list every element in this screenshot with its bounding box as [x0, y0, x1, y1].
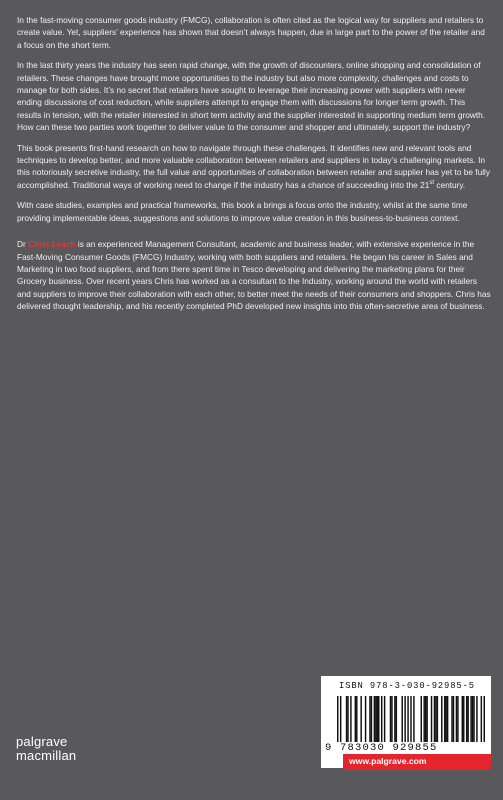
barcode-bar [369, 696, 370, 742]
barcode-bar [390, 696, 391, 742]
barcode-bar [347, 696, 348, 742]
barcode-bar [413, 696, 414, 742]
barcode-bar [453, 696, 454, 742]
barcode [337, 696, 485, 742]
barcode-bar [346, 696, 347, 742]
barcode-bar [375, 696, 376, 742]
barcode-bar [467, 696, 468, 742]
barcode-bar [356, 696, 357, 742]
barcode-bar [404, 696, 405, 742]
paragraph-3 [17, 142, 491, 192]
barcode-bar [434, 696, 435, 742]
website-bar [343, 754, 491, 770]
paragraph-3-text: This book presents first-hand research on how to navigate through these challenges. It identifies new and relevant tools and techniques to develop better, and more valuable collaboration between retailers and suppliers in today’s challenging markets. In this notoriously secretive industry, the full value and opportunities of collaboration between retailer and supplier has yet to be fully accomplished. Traditional ways of working need to change if the industry has a chance of succeeding into the 21 [17, 142, 491, 190]
barcode-bar [355, 696, 356, 742]
author-name: Chris Leach [28, 239, 76, 250]
barcode-bar [431, 696, 432, 742]
barcode-bar [378, 696, 379, 742]
barcode-bar [423, 696, 424, 742]
cover-text [17, 14, 491, 321]
barcode-bar [394, 696, 395, 742]
paragraph-2: In the last thirty years the industry has seen rapid change, with the growth of discounters, online shopping and consolidation of retailers. These changes have brought more opportunities to the industry but also more complexity, challenges and costs to manage for both sides. It’s no secret that retailers have sought to leverage their increasing power with suppliers with never ending discussions of cost reduction, while suppliers attempt to engage them with discussions for longer term growth. This results in tension, with the retailer interested in short term activity and the supplier interested in supporting medium term growth. How can these two parties work together to deliver value to the consumer and shopper and ultimately, support the industry? [17, 60, 486, 133]
barcode-bar [410, 696, 411, 742]
barcode-bar [426, 696, 427, 742]
barcode-bar [445, 696, 446, 742]
barcode-bar [451, 696, 452, 742]
barcode-bar [396, 696, 397, 742]
barcode-bar [340, 696, 341, 742]
barcode-bar [484, 696, 485, 742]
barcode-bar [371, 696, 372, 742]
bio-text: is an experienced Management Consultant, academic and business leader, with extensive experience in the Fast-Moving Consumer Goods (FMCG) Industry, working with both suppliers and retailers. He began his career in Sales and Marketing in two food suppliers, and from there spent time in Tesco developing and delivering the marketing plans for their Grocery business. Over recent years Chris has worked as a consultant to the Industry, working around the world with retailers and suppliers to improve their collaboration with each other, to better meet the needs of their consumers and shoppers. Chris has delivered thought leadership, and his recently completed PhD developed new insights into this often-secretive area of business. [17, 239, 491, 312]
barcode-bar [401, 696, 402, 742]
barcode-bar [381, 696, 382, 742]
barcode-bar [350, 696, 351, 742]
barcode-bar [377, 696, 378, 742]
barcode-bar [407, 696, 408, 742]
barcode-bar [441, 696, 442, 742]
barcode-bar [472, 696, 473, 742]
barcode-digits: 9 783030 929855 [325, 742, 438, 754]
paragraph-3-end: century. [434, 179, 466, 190]
isbn-label: ISBN 978-3-030-92985-5 [339, 681, 475, 691]
paragraph-4: With case studies, examples and practical frameworks, this book a brings a focus onto the industry, whilst at the same time providing implementable ideas, suggestions and solutions to improve value creation in this business-to-business context. [17, 200, 468, 223]
barcode-bar [374, 696, 375, 742]
ordinal-suffix: st [429, 180, 435, 187]
barcode-bar [391, 696, 392, 742]
barcode-bar [457, 696, 458, 742]
barcode-bar [481, 696, 482, 742]
barcode-bar [337, 696, 338, 742]
barcode-bar [462, 696, 463, 742]
barcode-bar [384, 696, 385, 742]
bio-prefix: Dr [17, 239, 29, 250]
paragraph-1: In the fast-moving consumer goods industry (FMCG), collaboration is often cited as the logical way for suppliers and retailers to create value. Yet, suppliers’ experience has shown that doesn’t always happen, due in large part to the power of the retailer and a focus on the short term. [17, 15, 485, 50]
barcode-bar [435, 696, 436, 742]
author-bio [17, 238, 491, 312]
barcode-bar [456, 696, 457, 742]
barcode-bar [365, 696, 366, 742]
barcode-bar [476, 696, 477, 742]
barcode-bar [447, 696, 448, 742]
publisher-logo [16, 735, 76, 763]
barcode-bar [360, 696, 361, 742]
barcode-bar [425, 696, 426, 742]
barcode-bar [421, 696, 422, 742]
barcode-bar [437, 696, 438, 742]
barcode-bar [470, 696, 471, 742]
barcode-bar [473, 696, 474, 742]
logo-text-macmillan: macmillan [16, 748, 77, 763]
barcode-bar [466, 696, 467, 742]
barcode-bar [444, 696, 445, 742]
website-url: www.palgrave.com [349, 756, 427, 766]
barcode-bar [463, 696, 464, 742]
logo-text-palgrave: palgrave [16, 734, 68, 749]
